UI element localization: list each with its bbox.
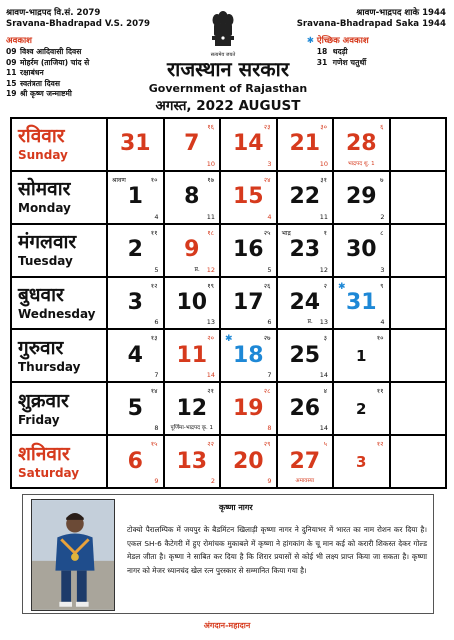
date-number: 31 — [345, 289, 377, 315]
empty-cell — [390, 171, 447, 224]
feature-body: टोक्यो पैरालम्पिक में जयपुर के बैडमिंटन खिलाड़ी कृष्णा नागर ने दुनियाभर में भारत का नाम रोशन कर दिया है। एकल SH-6 कैटेगरी में हुए रोमांचक मुकाबले में कृष्णा ने हांगकांग के चू मान कई को करारी शिकस्त देकर गोल्ड मेडल जीता है। कृष्णा ने साबित कर दिया है कि शिरार प्रयासों से कोई भी लक्ष्य प्राप्त किया जा सकता है। कृष्णा नागर को मेजर ध्यानचंद खेल रत्न पुरस्कार से सम्मानित किया गया है। — [127, 525, 427, 575]
weekday-hindi: बुधवार — [18, 283, 64, 306]
feature-title: कृष्णा नागर — [219, 503, 253, 512]
holiday-name: मोहर्रम (ताजिया) चांद से — [20, 57, 90, 67]
tithi-number: १६ — [207, 123, 214, 131]
header-left — [6, 8, 150, 100]
date-cell — [107, 118, 164, 171]
date-number: 13 — [176, 448, 208, 474]
tithi-number: १९ — [207, 281, 214, 290]
saka-date: 12 — [206, 265, 215, 274]
date-number: 15 — [232, 184, 264, 210]
saka-date: 14 — [319, 424, 328, 433]
holiday-name: श्री कृष्ण जन्माष्टमी — [20, 89, 72, 98]
date-number: 3 — [356, 452, 367, 471]
calendar-grid — [10, 117, 447, 489]
vikram-samvat-hindi: श्रावण-भाद्रपद वि.सं. 2079 — [6, 8, 101, 18]
date-cell — [220, 382, 277, 435]
date-cell — [164, 224, 221, 277]
tithi-number: २३ — [263, 123, 271, 131]
tithi-number: ३० — [320, 123, 327, 131]
optional-title-text: ऐच्छिक अवकाश — [316, 36, 369, 46]
date-cell — [107, 171, 164, 224]
date-cell — [164, 171, 221, 224]
holiday-name: रक्षाबंधन — [20, 68, 44, 77]
tithi-number: २२ — [207, 440, 214, 449]
date-number: 30 — [345, 237, 377, 263]
weekday-sunday — [11, 118, 107, 171]
saka-date: 2 — [210, 477, 215, 485]
date-cell — [107, 224, 164, 277]
empty-cell — [390, 277, 447, 330]
tithi-number: १४ — [150, 387, 158, 396]
date-cell — [220, 224, 277, 277]
header-right — [297, 8, 446, 68]
tithi-number: ९ — [380, 281, 384, 290]
date-cell — [220, 118, 277, 171]
tithi-number: २९ — [263, 440, 271, 449]
month-title: अगस्त, 2022 AUGUST — [155, 98, 301, 114]
date-number: 11 — [176, 342, 208, 368]
tithi-number: ६ — [380, 123, 384, 131]
saka-date: 8 — [154, 424, 159, 433]
date-number: 26 — [289, 395, 321, 421]
date-cell — [107, 382, 164, 435]
saka-date: 4 — [267, 212, 272, 221]
tithi-number: ११ — [150, 228, 158, 237]
tithi-number: २० — [207, 334, 214, 343]
weekday-english: Wednesday — [18, 306, 96, 321]
weekday-english: Tuesday — [18, 254, 73, 269]
date-cell — [333, 382, 390, 435]
tithi-number: २६ — [263, 281, 271, 290]
tithi-number: १८ — [207, 228, 214, 237]
date-number: 16 — [232, 237, 264, 263]
saka-date: 6 — [267, 318, 272, 327]
weekday-monday — [11, 171, 107, 224]
date-cell — [333, 118, 390, 171]
tithi-number: १३ — [150, 334, 158, 343]
tithi-number: १० — [150, 175, 158, 184]
saka-date: 12 — [319, 265, 328, 274]
date-number: 6 — [127, 448, 143, 474]
date-number: 14 — [232, 131, 264, 157]
emblem-motto: सत्यमेव जयते — [210, 52, 236, 58]
weekday-hindi: रविवार — [18, 125, 65, 148]
weekday-saturday — [11, 435, 107, 488]
date-number: 25 — [289, 342, 321, 368]
weekday-english: Monday — [18, 201, 71, 216]
date-cell — [277, 118, 334, 171]
saka-date: 10 — [319, 159, 328, 168]
saka-date: 13 — [206, 318, 215, 327]
saka-date: 9 — [154, 477, 159, 485]
saka-date: 11 — [206, 212, 215, 221]
holidays-list — [6, 47, 150, 100]
date-cell — [107, 277, 164, 330]
date-number: 29 — [345, 184, 377, 210]
star-icon: ✱ — [306, 36, 314, 46]
empty-cell — [390, 382, 447, 435]
saka-date: 14 — [319, 371, 328, 380]
weekday-english: Thursday — [18, 359, 81, 374]
date-number: 5 — [127, 395, 143, 421]
date-number: 10 — [176, 289, 208, 315]
saka-hindi: श्रावण-भाद्रपद शाके 1944 — [356, 8, 446, 18]
tithi-number: १ — [323, 228, 327, 237]
date-number: 9 — [184, 237, 200, 263]
date-cell — [277, 171, 334, 224]
footer-slogan: अंगदान-महादान — [203, 621, 251, 630]
weekday-wednesday — [11, 277, 107, 330]
empty-cell — [390, 224, 447, 277]
date-number: 22 — [289, 184, 321, 210]
holidays-title: अवकाश — [6, 36, 33, 46]
holiday-item — [6, 79, 150, 90]
date-number: 24 — [289, 289, 321, 315]
date-number: 2 — [127, 237, 143, 263]
tithi-number: ३ — [323, 334, 327, 343]
date-number: 19 — [232, 395, 264, 421]
date-number: 21 — [289, 131, 321, 157]
empty-cell — [390, 329, 447, 382]
date-cell — [220, 435, 277, 488]
tithi-number: १२ — [150, 281, 158, 290]
weekday-hindi: शनिवार — [18, 442, 70, 465]
optional-holiday-name: थदड़ी — [332, 47, 348, 56]
empty-cell — [390, 435, 447, 488]
saka-date: 14 — [206, 371, 215, 380]
saka-date: 7 — [267, 371, 272, 380]
date-number: 8 — [184, 184, 200, 210]
date-cell — [164, 118, 221, 171]
date-cell — [333, 435, 390, 488]
saka-date: 5 — [267, 265, 272, 274]
date-cell — [333, 277, 390, 330]
date-number: 17 — [232, 289, 264, 315]
optional-holidays-list — [317, 47, 446, 68]
date-cell — [277, 224, 334, 277]
month-label: भाद्र — [281, 229, 291, 237]
optional-holidays-title — [307, 36, 446, 47]
date-number: 7 — [184, 131, 200, 157]
saka-date: 9 — [267, 477, 272, 485]
date-cell — [277, 329, 334, 382]
tithi-number: १२ — [376, 440, 384, 449]
date-number: 2 — [356, 399, 367, 418]
holiday-day: 11 — [6, 68, 17, 77]
optional-holiday-item — [317, 47, 446, 58]
holiday-day: 19 — [6, 89, 17, 98]
weekday-hindi: गुरुवार — [18, 336, 64, 359]
saka-date: 5 — [154, 265, 159, 274]
date-cell — [333, 329, 390, 382]
date-number: 3 — [127, 289, 143, 315]
weekday-hindi: मंगलवार — [18, 231, 77, 254]
saka-date: 3 — [267, 159, 272, 168]
date-number: 1 — [127, 184, 143, 210]
saka-date: 4 — [154, 212, 159, 221]
star-icon: ✱ — [225, 334, 233, 345]
date-cell — [164, 435, 221, 488]
weekday-friday — [11, 382, 107, 435]
weekday-english: Sunday — [18, 148, 68, 163]
date-number: 18 — [232, 342, 264, 368]
saka-date: 4 — [380, 318, 385, 327]
tithi-number: ११ — [376, 387, 384, 396]
holiday-day: 09 — [6, 47, 17, 56]
date-cell — [220, 329, 277, 382]
tithi-number: २८ — [263, 387, 271, 396]
date-cell — [107, 435, 164, 488]
tithi-number: ५ — [323, 440, 327, 449]
weekday-hindi: शुक्रवार — [18, 389, 69, 412]
tithi-number: ८ — [380, 228, 384, 237]
date-cell — [220, 171, 277, 224]
tithi-number: २४ — [263, 175, 271, 184]
optional-holiday-name: गणेश चतुर्थी — [332, 57, 367, 67]
pradosh-mark: प्र. — [307, 318, 313, 326]
saka-date: 8 — [267, 424, 272, 433]
feature-panel — [22, 494, 434, 614]
saka-date: 7 — [154, 371, 159, 380]
date-cell — [277, 277, 334, 330]
athlete-photo — [31, 499, 115, 611]
saka-date: 13 — [319, 318, 328, 327]
tithi-number: १७ — [207, 175, 214, 184]
saka-date: 2 — [380, 212, 385, 221]
date-cell — [220, 277, 277, 330]
pradosh-mark: प्र. — [194, 265, 200, 273]
optional-holiday-day: 18 — [316, 47, 328, 56]
cell-note: अमावस्या — [295, 478, 315, 484]
tithi-number: ७ — [380, 175, 384, 184]
weekday-thursday — [11, 329, 107, 382]
holiday-item — [6, 68, 150, 79]
holiday-day: 09 — [6, 57, 17, 67]
empty-cell — [390, 118, 447, 171]
date-cell — [277, 435, 334, 488]
saka-date: 6 — [154, 318, 159, 327]
state-emblem-icon — [206, 10, 240, 50]
weekday-tuesday — [11, 224, 107, 277]
holiday-name: विश्व आदिवासी दिवस — [20, 47, 82, 56]
date-number: 27 — [289, 448, 321, 474]
date-number: 20 — [232, 448, 264, 474]
holiday-item — [6, 47, 150, 58]
cell-note: भाद्रपद शु. 1 — [347, 160, 375, 167]
date-number: 12 — [176, 395, 208, 421]
date-cell — [333, 224, 390, 277]
tithi-number: २१ — [207, 387, 214, 396]
optional-holiday-item — [317, 58, 446, 69]
date-number: 23 — [289, 237, 321, 263]
optional-holiday-day: 31 — [316, 57, 328, 67]
tithi-number: ४ — [323, 387, 327, 396]
saka-date: 11 — [319, 212, 328, 221]
tithi-number: २ — [323, 281, 327, 290]
date-cell — [333, 171, 390, 224]
title-hindi: राजस्थान सरकार — [166, 57, 290, 81]
date-cell — [107, 329, 164, 382]
holiday-day: 15 — [6, 78, 17, 88]
star-icon: ✱ — [338, 281, 346, 292]
tithi-number: ३१ — [320, 175, 327, 184]
tithi-number: १५ — [150, 440, 158, 449]
date-cell — [277, 382, 334, 435]
tithi-number: २५ — [263, 228, 271, 237]
date-cell — [164, 382, 221, 435]
title-english: Government of Rajasthan — [148, 82, 308, 95]
date-number: 4 — [127, 342, 143, 368]
saka-date: 3 — [380, 265, 385, 274]
cell-note: पूर्णिमा-भाद्रपद कृ. 1 — [170, 425, 213, 432]
saka-english: Sravana-Bhadrapad Saka 1944 — [296, 19, 446, 29]
holiday-item — [6, 58, 150, 69]
tithi-number: १० — [376, 334, 384, 343]
date-number: 31 — [119, 131, 151, 157]
saka-date: 10 — [206, 159, 215, 168]
weekday-hindi: सोमवार — [18, 178, 71, 201]
tithi-number: २७ — [263, 334, 271, 343]
vikram-samvat-english: Sravana-Bhadrapad V.S. 2079 — [6, 19, 151, 29]
weekday-english: Friday — [18, 412, 60, 427]
date-number: 28 — [345, 131, 377, 157]
month-label: श्रावण — [112, 176, 126, 184]
weekday-english: Saturday — [18, 465, 80, 480]
date-number: 1 — [356, 346, 367, 365]
date-cell — [164, 329, 221, 382]
date-cell — [164, 277, 221, 330]
holiday-name: स्वतंत्रता दिवस — [20, 78, 60, 88]
